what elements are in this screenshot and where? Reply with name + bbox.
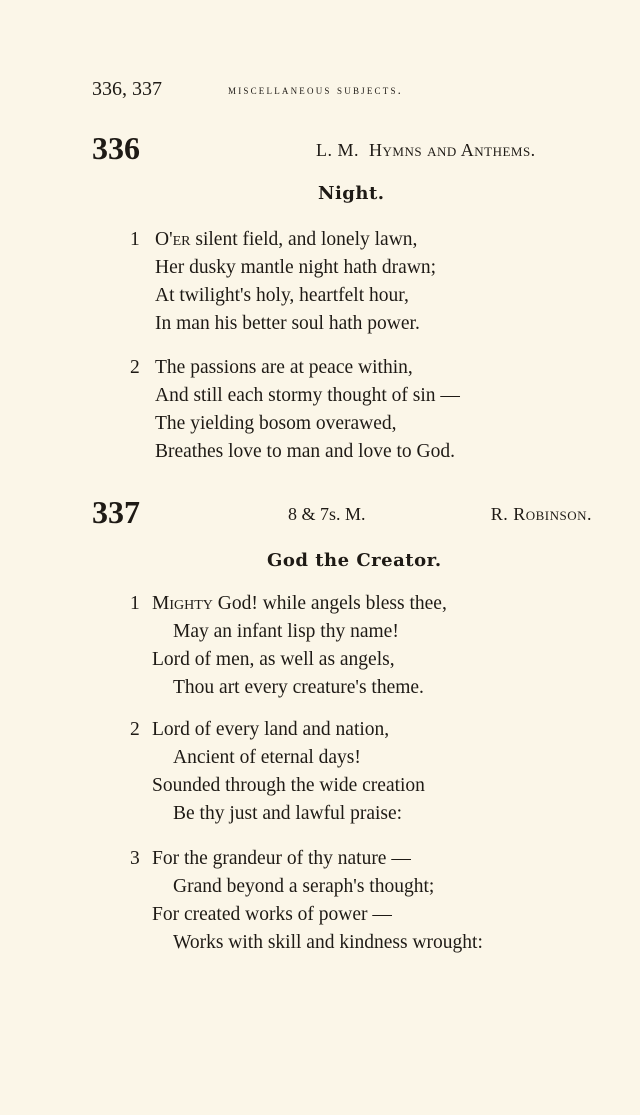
hymn-author: Hymns and Anthems.	[369, 140, 536, 160]
hymn-336-header	[92, 130, 592, 170]
verse-text: Breathes love to man and love to God.	[155, 441, 456, 462]
verse-text: Her dusky mantle night hath drawn;	[155, 257, 437, 278]
hymn-source	[316, 140, 536, 161]
hymn-title: Night.	[318, 183, 385, 204]
verse-text: The passions are at peace within,	[155, 357, 413, 378]
running-head-numbers: 336, 337	[92, 78, 162, 100]
stanza-number: 1	[130, 229, 140, 250]
verse-text: Be thy just and lawful praise:	[173, 803, 403, 824]
verse-lead-word: Mighty	[152, 593, 213, 614]
hymn-author: R. Robinson.	[490, 504, 592, 524]
verse-text: For created works of power —	[152, 904, 392, 925]
verse-text: Ancient of eternal days!	[173, 747, 361, 768]
verse-text: silent field, and lonely lawn,	[190, 229, 418, 250]
verse-text: And still each stormy thought of sin —	[155, 385, 460, 406]
running-head-title: miscellaneous subjects.	[228, 82, 404, 97]
running-head	[92, 78, 482, 102]
hymn-meter: 8 & 7s. M.	[288, 504, 366, 524]
stanza-number: 3	[130, 848, 140, 869]
verse-text: God! while angels bless thee,	[212, 593, 447, 614]
verse-text: Lord of every land and nation,	[152, 719, 390, 740]
hymn-title: God the Creator.	[267, 550, 442, 571]
stanza-number: 1	[130, 593, 140, 614]
verse-text: For the grandeur of thy nature —	[152, 848, 411, 869]
hymn-meter: L. M.	[316, 140, 359, 160]
verse-text: Works with skill and kindness wrought:	[173, 932, 483, 953]
verse-text: Thou art every creature's theme.	[173, 677, 424, 698]
verse-text: May an infant lisp thy name!	[173, 621, 399, 642]
verse-text: In man his better soul hath power.	[155, 313, 420, 334]
stanza-number: 2	[130, 719, 140, 740]
verse-text: At twilight's holy, heartfelt hour,	[155, 285, 409, 306]
verse-text: Lord of men, as well as angels,	[152, 649, 395, 670]
hymn-337-header	[92, 494, 592, 534]
verse-text: Grand beyond a seraph's thought;	[173, 876, 435, 897]
hymn-number: 337	[92, 494, 140, 530]
verse-text: The yielding bosom overawed,	[155, 413, 397, 434]
verse-lead-word: O'er	[155, 229, 191, 250]
hymn-number: 336	[92, 130, 140, 166]
verse-text: Sounded through the wide creation	[152, 775, 425, 796]
stanza-number: 2	[130, 357, 140, 378]
